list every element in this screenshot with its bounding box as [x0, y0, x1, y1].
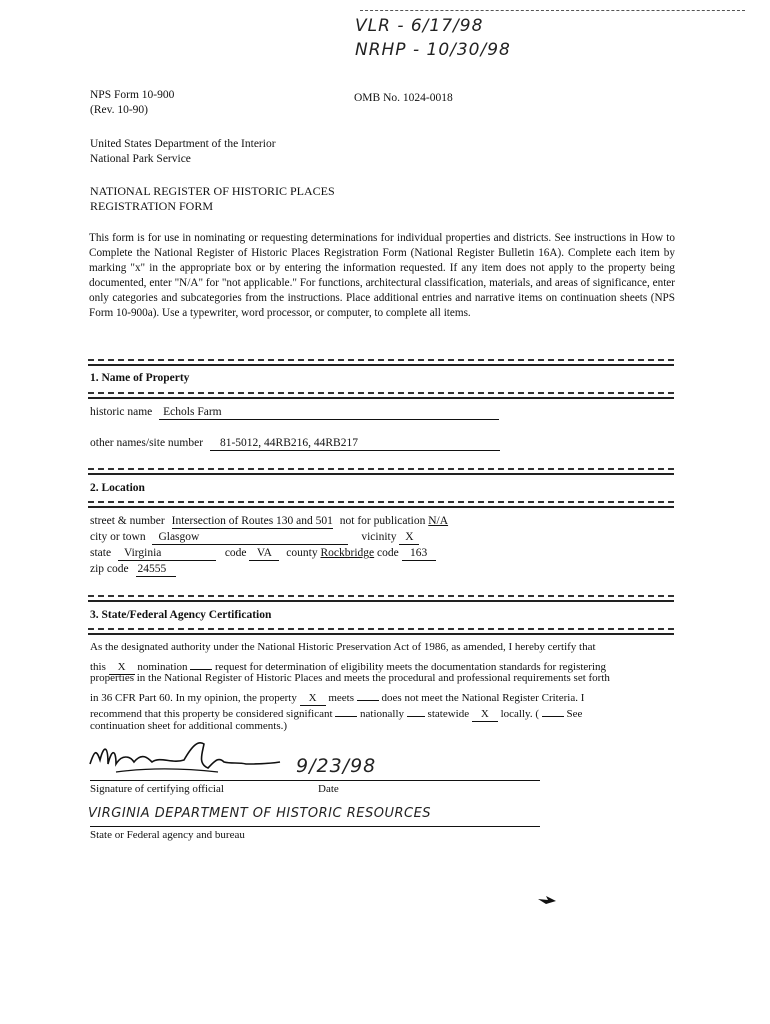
county-code-value: 163 — [409, 547, 428, 559]
zip-field[interactable] — [136, 562, 176, 577]
state-code-value: VA — [256, 547, 272, 559]
not-for-publication-label: not for publication — [339, 515, 426, 527]
state-code-label: code — [224, 547, 247, 559]
see-continuation-checkbox[interactable] — [542, 703, 564, 717]
section-2-top-rule-2 — [88, 473, 674, 475]
agency-label: State or Federal agency and bureau — [90, 829, 245, 841]
signature-label: Signature of certifying official — [90, 783, 224, 795]
state-row — [90, 546, 436, 561]
nationally-checkbox[interactable] — [335, 703, 357, 717]
form-title-line-1: NATIONAL REGISTER OF HISTORIC PLACES — [90, 184, 335, 198]
cert-statewide: statewide — [427, 708, 470, 720]
county-code-label: code — [377, 547, 399, 559]
handwritten-nrhp-note: NRHP - 10/30/98 — [355, 40, 511, 60]
signature-line — [90, 780, 540, 781]
historic-name-field[interactable] — [159, 405, 499, 420]
department-line-2: National Park Service — [90, 153, 191, 165]
cert-recommend-text: recommend that this property be considered significant — [90, 708, 333, 720]
cert-line-1: As the designated authority under the National Historic Preservation Act of 1986, as amended, I hereby certify that — [90, 641, 596, 653]
county-label: county — [286, 547, 318, 559]
historic-name-row — [90, 405, 499, 420]
vicinity-label: vicinity — [361, 531, 397, 543]
state-label: state — [90, 547, 112, 559]
street-field[interactable] — [172, 514, 333, 529]
historic-name-value: Echols Farm — [163, 406, 222, 418]
city-field[interactable] — [152, 530, 348, 545]
other-names-value: 81-5012, 44RB216, 44RB217 — [219, 437, 358, 449]
instructions-paragraph: This form is for use in nominating or requesting determinations for individual properties and districts. See instructions in How to Complete the National Register of Historic Places Registration Form (National Register Bulletin 16A). Complete each item by marking "x" in the appropriate box or by entering the information requested. If any item does not apply to the property being documented, enter "N/A" for "not applicable." For functions, architectural classification, materials, and areas of significance, enter only categories and subcategories from the instructions. Place additional entries and narrative items on continuation sheets (NPS Form 10-900a). Use a typewriter, word processor, or computer, to complete all items. — [89, 232, 675, 319]
other-names-label: other names/site number — [90, 437, 204, 449]
other-names-row — [90, 436, 500, 451]
agency-line — [90, 826, 540, 827]
handwritten-vlr-note: VLR - 6/17/98 — [355, 16, 484, 36]
top-margin-line — [360, 10, 745, 11]
zip-label: zip code — [90, 563, 129, 575]
section-3-top-rule-2 — [88, 600, 674, 602]
street-value: Intersection of Routes 130 and 501 — [171, 515, 333, 527]
form-number: NPS Form 10-900 — [90, 89, 175, 101]
street-row — [90, 514, 448, 529]
nomination-mark: X — [117, 661, 126, 673]
section-1-bottom-rule-2 — [88, 397, 674, 399]
state-field[interactable] — [118, 546, 216, 561]
department-line-1: United States Department of the Interior — [90, 138, 276, 150]
city-row — [90, 530, 419, 545]
cert-request-text: request for determination of eligibility meets the documentation standards for registering — [215, 661, 607, 673]
historic-name-label: historic name — [90, 406, 153, 418]
zip-value: 24555 — [137, 563, 167, 575]
section-3-top-rule — [88, 595, 674, 597]
locally-checkbox[interactable] — [472, 707, 498, 722]
section-2-bottom-rule-2 — [88, 506, 674, 508]
vicinity-value: X — [405, 531, 414, 543]
form-title-line-2: REGISTRATION FORM — [90, 199, 214, 213]
cert-nationally: nationally — [360, 708, 405, 720]
cert-locally: locally. ( — [500, 708, 539, 720]
county-code-field[interactable] — [402, 546, 436, 561]
arrow-mark-icon — [536, 894, 558, 906]
section-1-top-rule — [88, 359, 674, 361]
locally-mark: X — [480, 708, 489, 720]
not-for-publication-value[interactable]: N/A — [428, 515, 449, 527]
determination-checkbox[interactable] — [190, 656, 212, 670]
section-3-bottom-rule — [88, 628, 674, 630]
date-label: Date — [318, 783, 339, 795]
cert-see: See — [566, 708, 583, 720]
section-3-heading: 3. State/Federal Agency Certification — [90, 609, 272, 621]
section-2-top-rule — [88, 468, 674, 470]
cert-line-3: properties in the National Register of Historic Places and meets the procedural and professional requirements set forth — [90, 672, 610, 684]
county-value[interactable]: Rockbridge — [320, 547, 375, 559]
section-1-bottom-rule — [88, 392, 674, 394]
does-not-meet-checkbox[interactable] — [357, 687, 379, 701]
section-1-top-rule-2 — [88, 364, 674, 366]
signature-date-handwritten: 9/23/98 — [296, 755, 377, 777]
cert-meets: meets — [328, 692, 355, 704]
section-3-bottom-rule-2 — [88, 633, 674, 635]
other-names-field[interactable] — [210, 436, 500, 451]
city-value: Glasgow — [158, 531, 200, 543]
state-code-field[interactable] — [249, 546, 279, 561]
vicinity-field[interactable] — [399, 530, 419, 545]
omb-number: OMB No. 1024-0018 — [354, 92, 453, 104]
section-1-heading: 1. Name of Property — [90, 372, 190, 384]
street-label: street & number — [90, 515, 165, 527]
cert-line-6: continuation sheet for additional comments.) — [90, 720, 288, 732]
zip-row — [90, 562, 176, 577]
city-label: city or town — [90, 531, 146, 543]
cert-nomination: nomination — [137, 661, 188, 673]
statewide-checkbox[interactable] — [407, 703, 425, 717]
agency-name-handwritten: VIRGINIA DEPARTMENT OF HISTORIC RESOURCES — [88, 806, 432, 821]
cert-opinion-text: in 36 CFR Part 60. In my opinion, the property — [90, 692, 297, 704]
cert-this: this — [90, 661, 106, 673]
official-signature — [86, 734, 286, 780]
section-2-heading: 2. Location — [90, 482, 145, 494]
section-2-bottom-rule — [88, 501, 674, 503]
state-value: Virginia — [123, 547, 162, 559]
form-revision: (Rev. 10-90) — [90, 104, 149, 116]
meets-mark: X — [308, 692, 317, 704]
cert-does-not-meet: does not meet the National Register Criteria. I — [381, 692, 585, 704]
